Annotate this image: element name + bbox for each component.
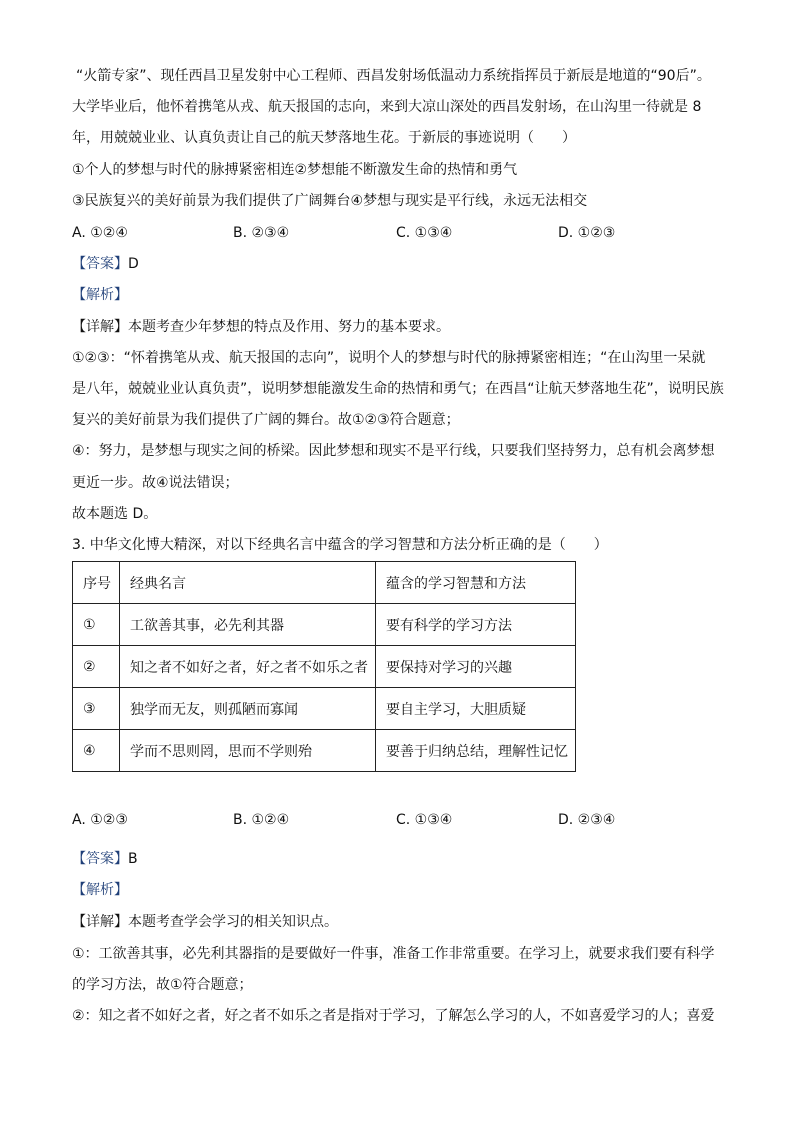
table-row bbox=[73, 688, 576, 730]
detail-text: 本题考查学会学习的相关知识点。 bbox=[128, 914, 338, 930]
q3-option-d[interactable]: D. ②③④ bbox=[558, 812, 616, 828]
table-cell-method: 要保持对学习的兴趣 bbox=[376, 646, 576, 688]
table-header-method: 蕴含的学习智慧和方法 bbox=[376, 562, 576, 604]
q2-explain-line-1: ①②③：“怀着携笔从戎、航天报国的志向”，说明个人的梦想与时代的脉搏紧密相连；“在山沟里一呆就 bbox=[72, 350, 706, 366]
q3-option-b[interactable]: B. ①②④ bbox=[233, 812, 290, 828]
q2-stem-line-3: 年，用兢兢业业、认真负责让自己的航天梦落地生花。于新辰的事迹说明（ ） bbox=[72, 130, 576, 146]
q2-explain-line-5: 更近一步。故④说法错误； bbox=[72, 475, 239, 491]
q2-statement-2: ③民族复兴的美好前景为我们提供了广阔舞台④梦想与现实是平行线，永远无法相交 bbox=[72, 193, 588, 209]
table-cell-method: 要有科学的学习方法 bbox=[376, 604, 576, 646]
q2-statement-1: ①个人的梦想与时代的脉搏紧密相连②梦想能不断激发生命的热情和勇气 bbox=[72, 162, 518, 178]
table-cell-quote: 知之者不如好之者，好之者不如乐之者 bbox=[120, 646, 376, 688]
table-cell-index: ② bbox=[73, 646, 120, 688]
table-cell-quote: 独学而无友，则孤陋而寡闻 bbox=[120, 688, 376, 730]
q3-options bbox=[72, 810, 712, 830]
table-cell-method: 要自主学习，大胆质疑 bbox=[376, 688, 576, 730]
detail-label: 【详解】 bbox=[72, 319, 128, 335]
answer-value: B bbox=[128, 851, 138, 867]
table-row bbox=[73, 646, 576, 688]
q2-answer bbox=[72, 254, 139, 274]
q2-explain-line-3: 复兴的美好前景为我们提供了广阔的舞台。故①②③符合题意； bbox=[72, 412, 460, 428]
q3-detail bbox=[72, 912, 338, 932]
table-cell-quote: 学而不思则罔，思而不学则殆 bbox=[120, 730, 376, 772]
q2-options bbox=[72, 223, 712, 243]
table-cell-method: 要善于归纳总结，理解性记忆 bbox=[376, 730, 576, 772]
q3-option-c[interactable]: C. ①③④ bbox=[396, 812, 453, 828]
table-row bbox=[73, 730, 576, 772]
q2-conclusion: 故本题选 D。 bbox=[72, 506, 158, 522]
table-cell-index: ① bbox=[73, 604, 120, 646]
table-cell-index: ④ bbox=[73, 730, 120, 772]
q2-stem-line-2: 大学毕业后，他怀着携笔从戎、航天报国的志向，来到大凉山深处的西昌发射场，在山沟里一待就是 8 bbox=[72, 99, 702, 115]
q2-detail bbox=[72, 317, 450, 337]
q3-explain-line-3: ②：知之者不如好之者，好之者不如乐之者是指对于学习，了解怎么学习的人，不如喜爱学习的人；喜爱 bbox=[72, 1008, 715, 1024]
q3-option-a[interactable]: A. ①②③ bbox=[72, 812, 128, 828]
q2-explain-line-4: ④：努力，是梦想与现实之间的桥梁。因此梦想和现实不是平行线，只要我们坚持努力，总有机会离梦想 bbox=[72, 443, 715, 459]
answer-label: 【答案】 bbox=[72, 256, 128, 272]
answer-value: D bbox=[128, 256, 139, 272]
table-header-row bbox=[73, 562, 576, 604]
q2-stem-line-1: “火箭专家”、现任西昌卫星发射中心工程师、西昌发射场低温动力系统指挥员于新辰是地道的“90后”。 bbox=[76, 68, 711, 84]
q2-analysis-label bbox=[72, 285, 128, 305]
table-cell-quote: 工欲善其事，必先利其器 bbox=[120, 604, 376, 646]
q3-quote-table bbox=[72, 561, 576, 772]
q3-stem: 3. 中华文化博大精深，对以下经典名言中蕴含的学习智慧和方法分析正确的是（ ） bbox=[72, 537, 608, 553]
detail-label: 【详解】 bbox=[72, 914, 128, 930]
q2-option-a[interactable]: A. ①②④ bbox=[72, 225, 128, 241]
q2-option-b[interactable]: B. ②③④ bbox=[233, 225, 290, 241]
analysis-label: 【解析】 bbox=[72, 882, 128, 898]
table-row bbox=[73, 604, 576, 646]
q2-option-d[interactable]: D. ①②③ bbox=[558, 225, 616, 241]
q2-option-c[interactable]: C. ①③④ bbox=[396, 225, 453, 241]
answer-label: 【答案】 bbox=[72, 851, 128, 867]
analysis-label: 【解析】 bbox=[72, 287, 128, 303]
q2-explain-line-2: 是八年，兢兢业业认真负责”，说明梦想能激发生命的热情和勇气；在西昌“让航天梦落地生花”，说明民族 bbox=[72, 381, 724, 397]
q3-explain-line-1: ①：工欲善其事，必先利其器指的是要做好一件事，准备工作非常重要。在学习上，就要求我们要有科学 bbox=[72, 946, 715, 962]
q3-explain-line-2: 的学习方法，故①符合题意； bbox=[72, 977, 253, 993]
table-cell-index: ③ bbox=[73, 688, 120, 730]
q3-answer bbox=[72, 849, 138, 869]
detail-text: 本题考查少年梦想的特点及作用、努力的基本要求。 bbox=[128, 319, 450, 335]
q3-analysis-label bbox=[72, 880, 128, 900]
table-header-index: 序号 bbox=[73, 562, 120, 604]
table-header-quote: 经典名言 bbox=[120, 562, 376, 604]
